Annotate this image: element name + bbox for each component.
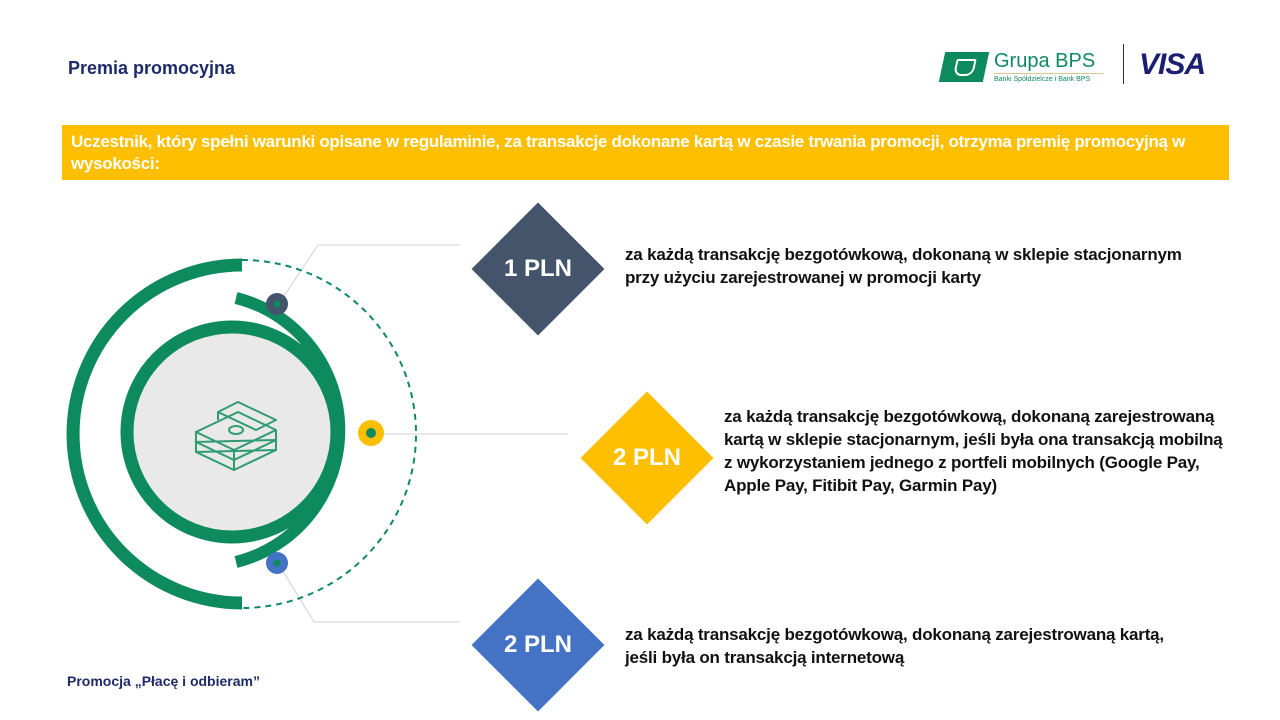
reward-description-3: za każdą transakcję bezgotówkową, dokonaną zarejestrowaną kartą, jeśli była on transakcją internetową xyxy=(625,625,1164,667)
reward-description-2: za każdą transakcję bezgotówkową, dokonaną zarejestrowaną kartą w sklepie stacjonarnym, jeśli była ona transakcją mobilną z wykorzystaniem jednego z portfeli mobilnych (Google Pay, Apple Pay, Fitibit Pay, Garmin Pay) xyxy=(724,407,1223,495)
bps-logo-subtitle: Banki Spółdzielcze i Bank BPS xyxy=(994,76,1091,83)
visa-logo: VISA xyxy=(1139,48,1206,81)
page-title: Premia promocyjna xyxy=(68,58,236,78)
intro-banner-text: Uczestnik, który spełni warunki opisane w regulaminie, za transakcje dokonane kartą w czasie trwania promocji, otrzyma premię promocyjną w wysokości: xyxy=(71,132,1186,173)
reward-amount-1: 1 PLN xyxy=(503,255,572,282)
inner-gray-circle xyxy=(127,327,337,537)
bps-logo-name: Grupa BPS xyxy=(994,50,1096,72)
promo-footer: Promocja „Płacę i odbieram” xyxy=(67,673,260,689)
reward-amount-3: 2 PLN xyxy=(503,631,572,658)
reward-amount-2: 2 PLN xyxy=(612,444,681,471)
reward-description-1: za każdą transakcję bezgotówkową, dokonaną w sklepie stacjonarnym przy użyciu zarejestrowanej w promocji karty xyxy=(625,245,1182,287)
